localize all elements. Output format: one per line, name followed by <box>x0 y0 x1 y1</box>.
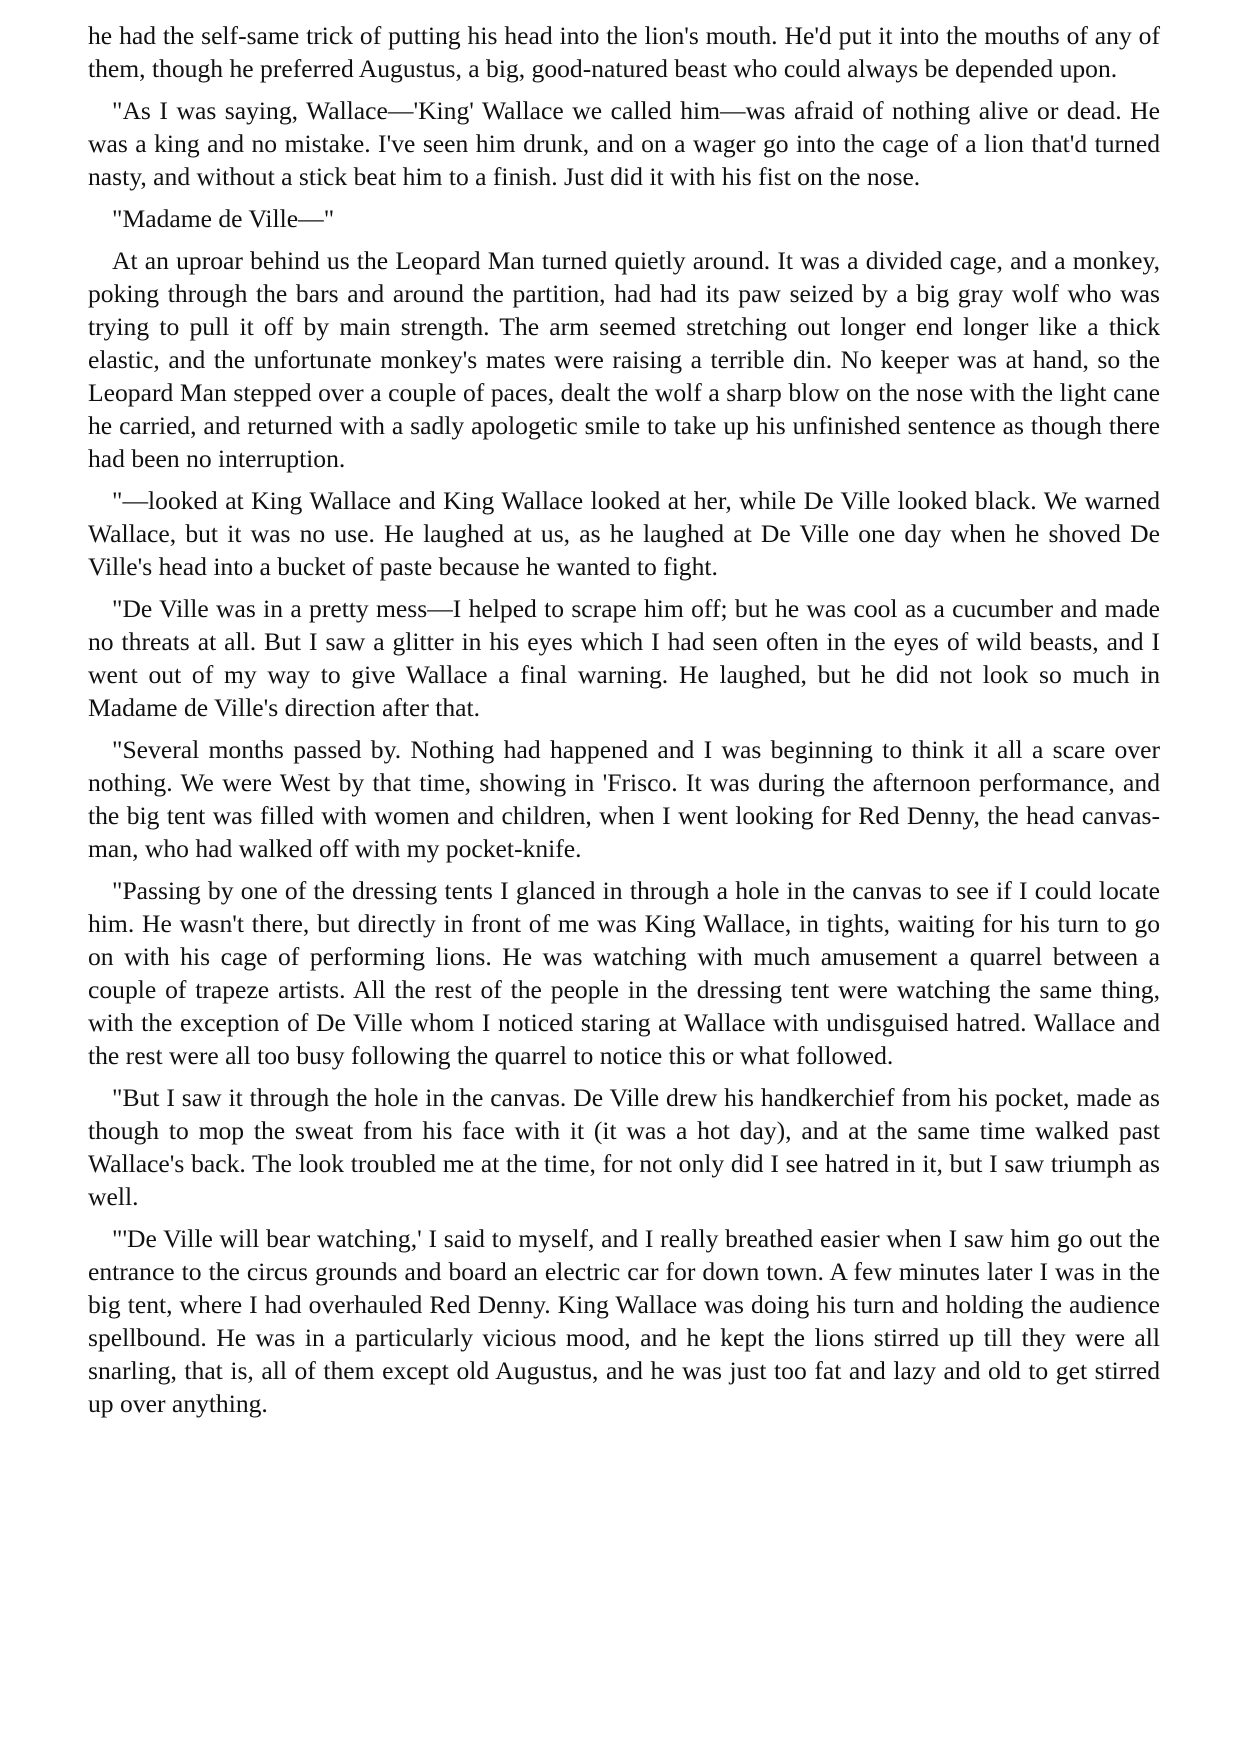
paragraph-1: he had the self-same trick of putting his head into the lion's mouth. He'd put it into the mouths of any of them, though he preferred Augustus, a big, good-natured beast who could always be depended upon. <box>88 21 1160 83</box>
paragraph-4: At an uproar behind us the Leopard Man turned quietly around. It was a divided cage, and a monkey, poking through the bars and around the partition, had had its paw seized by a big gray wolf who was trying to pull it off by main strength. The arm seemed stretching out longer end longer like a thick elastic, and the unfortunate monkey's mates were raising a terrible din. No keeper was at hand, so the Leopard Man stepped over a couple of paces, dealt the wolf a sharp blow on the nose with the light cane he carried, and returned with a sadly apologetic smile to take up his unfinished sentence as though there had been no interruption. <box>88 246 1160 473</box>
paragraph-7: "Several months passed by. Nothing had happened and I was beginning to think it all a scare over nothing. We were West by that time, showing in 'Frisco. It was during the afternoon performance, and the big tent was filled with women and children, when I went looking for Red Denny, the head canvas-man, who had walked off with my pocket-knife. <box>88 735 1160 863</box>
paragraph-10: "'De Ville will bear watching,' I said to myself, and I really breathed easier when I saw him go out the entrance to the circus grounds and board an electric car for down town. A few minutes later I was in the big tent, where I had overhauled Red Denny. King Wallace was doing his turn and holding the audience spellbound. He was in a particularly vicious mood, and he kept the lions stirred up till they were all snarling, that is, all of them except old Augustus, and he was just too fat and lazy and old to get stirred up over anything. <box>88 1224 1160 1418</box>
paragraph-9: "But I saw it through the hole in the canvas. De Ville drew his handkerchief from his pocket, made as though to mop the sweat from his face with it (it was a hot day), and at the same time walked past Wallace's back. The look troubled me at the time, for not only did I see hatred in it, but I saw triumph as well. <box>88 1083 1160 1211</box>
page-body <box>88 0 1160 1429</box>
paragraph-2: "As I was saying, Wallace—'King' Wallace we called him—was afraid of nothing alive or dead. He was a king and no mistake. I've seen him drunk, and on a wager go into the cage of a lion that'd turned nasty, and without a stick beat him to a finish. Just did it with his fist on the nose. <box>88 96 1160 191</box>
paragraph-6: "De Ville was in a pretty mess—I helped to scrape him off; but he was cool as a cucumber and made no threats at all. But I saw a glitter in his eyes which I had seen often in the eyes of wild beasts, and I went out of my way to give Wallace a final warning. He laughed, but he did not look so much in Madame de Ville's direction after that. <box>88 594 1160 722</box>
paragraph-5: "—looked at King Wallace and King Wallace looked at her, while De Ville looked black. We warned Wallace, but it was no use. He laughed at us, as he laughed at De Ville one day when he shoved De Ville's head into a bucket of paste because he wanted to fight. <box>88 486 1160 581</box>
paragraph-3: "Madame de Ville—" <box>112 204 335 233</box>
paragraph-8: "Passing by one of the dressing tents I glanced in through a hole in the canvas to see if I could locate him. He wasn't there, but directly in front of me was King Wallace, in tights, waiting for his turn to go on with his cage of performing lions. He was watching with much amusement a quarrel between a couple of trapeze artists. All the rest of the people in the dressing tent were watching the same thing, with the exception of De Ville whom I noticed staring at Wallace with undisguised hatred. Wallace and the rest were all too busy following the quarrel to notice this or what followed. <box>88 876 1160 1070</box>
